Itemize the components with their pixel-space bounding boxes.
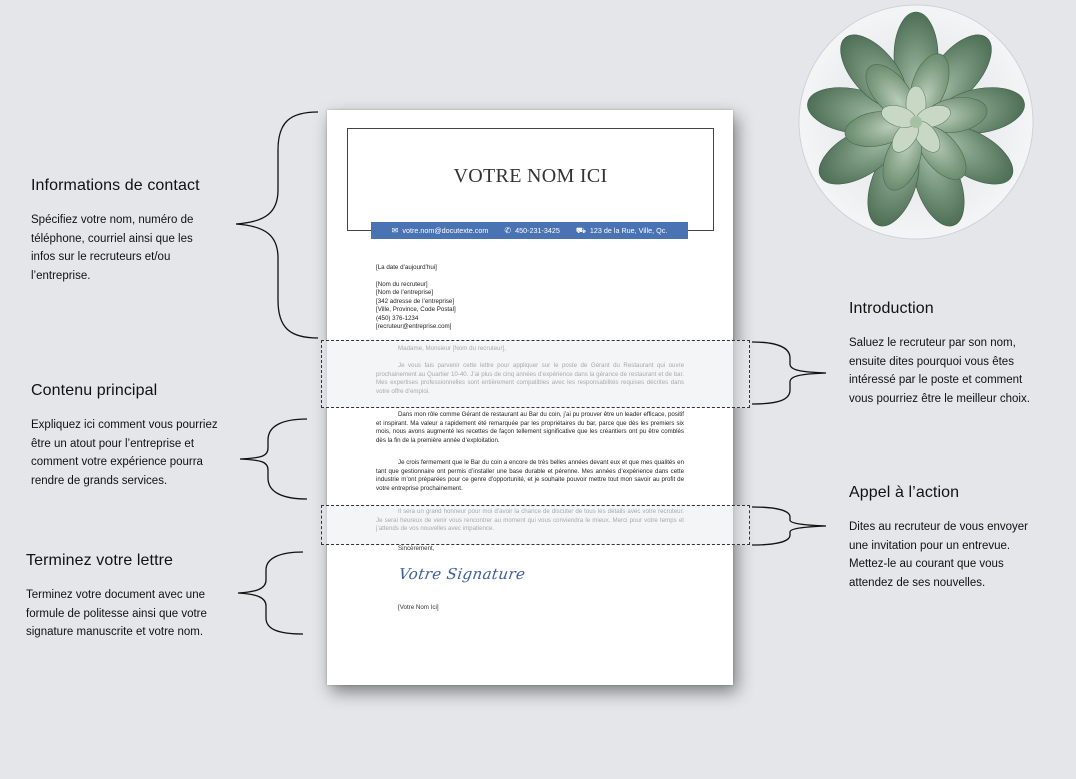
annotation-line: Saluez le recruteur par son nom, bbox=[849, 337, 1016, 349]
annotation-line: être un atout pour l’entreprise et bbox=[31, 437, 195, 450]
annotation-line: comment votre expérience pourra bbox=[31, 456, 203, 468]
contact-phone-text: 450-231-3425 bbox=[515, 226, 560, 235]
annotation-contact-text bbox=[31, 211, 216, 285]
annotation-line: rendre de grands services. bbox=[31, 474, 168, 487]
paragraph-main-1: Dans mon rôle comme Gérant de restaurant au Bar du coin, j’ai pu prouver être un leader efficace, positif et inspirant. Ma valeur a rapidement été remarquée par les propriétaires du bar, parce que dès les premiers six mois, nous avons augmenté les recettes de façon tellement significative que les créantiers ont pu être comblés dès la fin de la première année d’exploitation. bbox=[376, 411, 684, 444]
recipient-line: (450) 376-1234 bbox=[376, 314, 419, 322]
annotation-action-text bbox=[849, 518, 1054, 592]
annotation-line: Expliquez ici comment vous pourriez bbox=[31, 419, 218, 431]
annotation-line: signature manuscrite et votre nom. bbox=[26, 626, 204, 638]
annotation-action-title: Appel à l’action bbox=[849, 484, 960, 501]
brace-contact bbox=[236, 112, 318, 338]
paragraph-main-2: Je crois fermement que le Bar du coin a encore de très belles années devant eux et que mes qualités en tant que gestionnaire ont permis d’installer une base durable et pérenne. Mes années d’expérience dans cette industrie m’ont préparées pour ce genre d’opportunité, et je souhaite pouvoir mettre tout mon savoir au profit de votre entreprise prochainement. bbox=[376, 459, 684, 492]
annotation-contact bbox=[31, 177, 216, 285]
recipient-line: [342 adresse de l’entreprise] bbox=[376, 297, 455, 305]
annotation-line: téléphone, courriel ainsi que les bbox=[31, 232, 193, 245]
brace-main bbox=[240, 419, 307, 499]
annotation-intro bbox=[849, 300, 1059, 408]
annotation-line: l’entreprise. bbox=[31, 269, 91, 282]
annotation-line: Terminez votre document avec une bbox=[26, 589, 205, 601]
annotation-end bbox=[26, 552, 241, 642]
handwritten-signature: Votre Signature bbox=[397, 565, 527, 583]
recipient-line: [recruteur@entreprise.com] bbox=[376, 323, 452, 331]
brace-action bbox=[752, 507, 826, 545]
recipient-line: [Ville, Province, Code Postal] bbox=[376, 306, 456, 314]
annotation-line: formule de politesse ainsi que votre bbox=[26, 607, 207, 620]
annotation-line: ensuite dites pourquoi vous êtes bbox=[849, 355, 1014, 368]
annotation-line: une invitation pour un entrevue. bbox=[849, 539, 1011, 552]
annotation-line: Mettez-le au courant que vous bbox=[849, 558, 1004, 570]
recipient-line: [Nom du recruteur] bbox=[376, 281, 428, 288]
annotation-end-text bbox=[26, 586, 241, 642]
annotation-intro-title: Introduction bbox=[849, 300, 934, 317]
annotation-line: attendez de ses nouvelles. bbox=[849, 576, 986, 589]
contact-address-text: 123 de la Rue, Ville, Qc. bbox=[589, 226, 668, 235]
letter-date: [La date d’aujourd’hui] bbox=[376, 264, 437, 271]
annotation-end-title: Terminez votre lettre bbox=[26, 552, 174, 569]
annotation-line: intéressé par le poste et comment bbox=[849, 374, 1023, 386]
annotation-main-title: Contenu principal bbox=[31, 382, 158, 399]
car-icon: ⛟ bbox=[575, 225, 586, 235]
annotation-action bbox=[849, 484, 1054, 592]
annotation-contact-title: Informations de contact bbox=[31, 177, 200, 194]
envelope-icon: ✉ bbox=[391, 225, 399, 235]
letter-closing: Sincèrement, bbox=[398, 545, 435, 552]
recipient-line: [Nom de l’entreprise] bbox=[376, 289, 434, 297]
letter-name-title: VOTRE NOM ICI bbox=[453, 165, 608, 187]
annotation-line: Dites au recruteur de vous envoyer bbox=[849, 521, 1028, 533]
annotation-main-text bbox=[31, 416, 236, 490]
phone-icon: ✆ bbox=[504, 225, 512, 235]
annotation-line: vous pourriez être le meilleur choix. bbox=[849, 392, 1030, 405]
brace-intro bbox=[752, 342, 826, 404]
contact-email-text: votre.nom@docutexte.com bbox=[402, 226, 489, 235]
letter-signer-name: [Votre Nom Ici] bbox=[398, 604, 439, 611]
annotation-intro-text bbox=[849, 334, 1059, 408]
annotation-main bbox=[31, 382, 236, 490]
annotation-line: Spécifiez votre nom, numéro de bbox=[31, 214, 194, 226]
annotation-line: infos sur le recruteurs et/ou bbox=[31, 251, 171, 263]
brace-end bbox=[238, 552, 303, 634]
